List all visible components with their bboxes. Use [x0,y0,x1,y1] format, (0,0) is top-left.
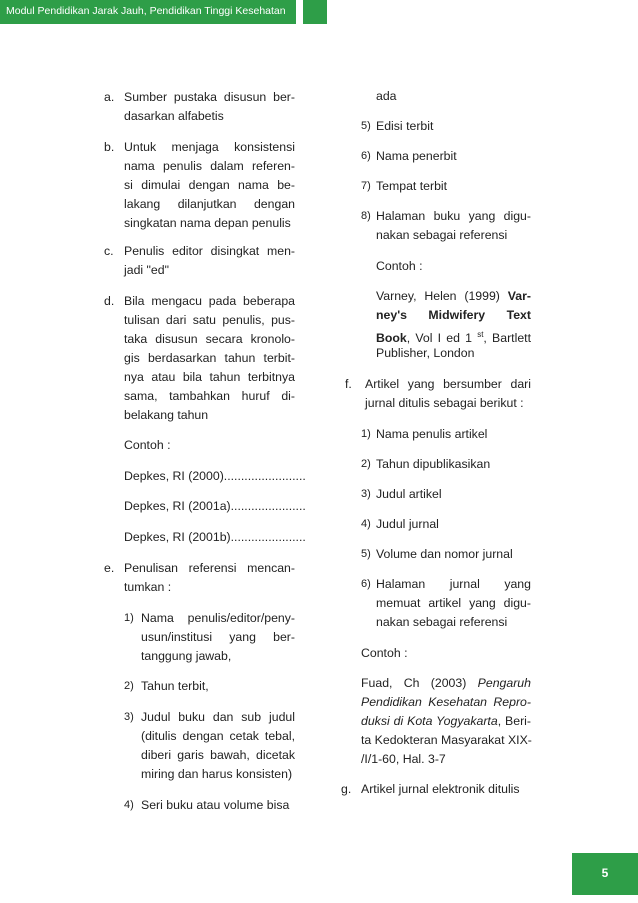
subitem-number: 6) [361,578,371,590]
item-f-line: jurnal ditulis sebagai berikut : [365,396,524,410]
reference-line: Book, Vol I ed 1 $^{st}$, Bartlett [376,330,531,346]
subitem-number: 3) [124,711,134,723]
item-b-line: Untuk menjaga konsistensi [124,140,295,154]
subitem-number: 7) [361,180,371,192]
subitem-number: 1) [124,612,134,624]
item-e-line: tumkan : [124,580,172,594]
subitem-line: Halaman jurnal yang [376,577,531,591]
subitem-line: tanggung jawab, [141,649,232,663]
subitem-line: memuat artikel yang digu- [376,596,531,610]
subitem-number: 2) [361,458,371,470]
page-number: 5 [601,866,609,880]
subitem-line: Halaman buku yang digu- [376,209,531,223]
item-c-marker: c. [104,244,114,258]
item-d-marker: d. [104,294,115,308]
header-title: Modul Pendidikan Jarak Jauh, Pendidikan Tinggi Kesehatan [6,5,286,17]
subitem-number: 4) [361,518,371,530]
item-c-line: jadi "ed" [124,263,169,277]
item-d-line: Bila mengacu pada beberapa [124,294,295,308]
header-square [303,0,327,24]
item-e-line: Penulisan referensi mencan- [124,561,295,575]
subitem-line: Nama penerbit [376,149,457,163]
subitem-number: 6) [361,150,371,162]
subitem-line: miring dan harus konsisten) [141,767,293,781]
subitem-line: Judul jurnal [376,517,439,531]
item-f-marker: f. [345,377,352,391]
example-line: Depkes, RI (2000)........................ [124,469,306,483]
page-number-box [572,853,638,895]
continuation-line: ada [376,89,397,103]
item-g-line: Artikel jurnal elektronik ditulis [361,782,520,796]
subitem-line: Nama penulis artikel [376,427,488,441]
subitem-line: Nama penulis/editor/peny- [141,611,295,625]
reference-line: duksi di Kota Yogyakarta, Beri- [361,714,531,728]
subitem-line: (ditulis dengan cetak tebal, [141,729,295,743]
subitem-line: Tahun terbit, [141,679,209,693]
contoh-label: Contoh : [376,259,423,273]
item-d-line: sama, tambahkan huruf di- [124,389,295,403]
subitem-line: usun/institusi yang ber- [141,630,295,644]
subitem-number: 3) [361,488,371,500]
subitem-line: Edisi terbit [376,119,434,133]
item-d-line: tulisan dari satu penulis, pus- [124,313,295,327]
reference-line: Pendidikan Kesehatan Repro- [361,695,531,709]
subitem-line: Seri buku atau volume bisa [141,798,290,812]
item-b-line: lakang dilanjutkan dengan [124,197,295,211]
reference-line: Publisher, London [376,346,475,360]
item-c-line: Penulis editor disingkat men- [124,244,295,258]
subitem-number: 4) [124,799,134,811]
reference-line: /I/1-60, Hal. 3-7 [361,752,446,766]
item-b-line: si dimulai dengan nama be- [124,178,295,192]
item-e-marker: e. [104,561,115,575]
subitem-line: nakan sebagai referensi [376,615,508,629]
subitem-line: diberi garis bawah, dicetak [141,748,295,762]
item-d-line: belakang tahun [124,408,209,422]
subitem-line: nakan sebagai referensi [376,228,508,242]
subitem-line: Tempat terbit [376,179,448,193]
subitem-number: 1) [361,428,371,440]
subitem-line: Judul artikel [376,487,442,501]
example-line: Depkes, RI (2001a)...................... [124,499,306,513]
item-d-line: taka disusun secara kronolo- [124,332,295,346]
subitem-number: 2) [124,680,134,692]
reference-line: Fuad, Ch (2003) Pengaruh [361,676,531,690]
item-d-line: nya atau bila tahun terbitnya [124,370,295,384]
item-b-line: singkatan nama depan penulis [124,216,291,230]
subitem-line: Tahun dipublikasikan [376,457,491,471]
subitem-line: Volume dan nomor jurnal [376,547,513,561]
item-a-line: dasarkan alfabetis [124,109,224,123]
item-a-line: Sumber pustaka disusun ber- [124,90,295,104]
item-b-line: nama penulis dalam referen- [124,159,295,173]
item-a-marker: a. [104,90,115,104]
reference-line: ney's Midwifery Text [376,308,531,322]
item-b-marker: b. [104,140,115,154]
subitem-number: 5) [361,120,371,132]
subitem-number: 5) [361,548,371,560]
item-g-marker: g. [341,782,352,796]
item-d-line: gis berdasarkan tahun terbit- [124,351,295,365]
reference-line: Varney, Helen (1999) Var- [376,289,531,303]
example-line: Depkes, RI (2001b)...................... [124,530,306,544]
header-bar [0,0,296,24]
item-f-line: Artikel yang bersumber dari [365,377,531,391]
subitem-number: 8) [361,210,371,222]
contoh-label: Contoh : [124,438,171,452]
subitem-line: Judul buku dan sub judul [141,710,295,724]
contoh-label: Contoh : [361,646,408,660]
reference-line: ta Kedokteran Masyarakat XIX- [361,733,532,747]
